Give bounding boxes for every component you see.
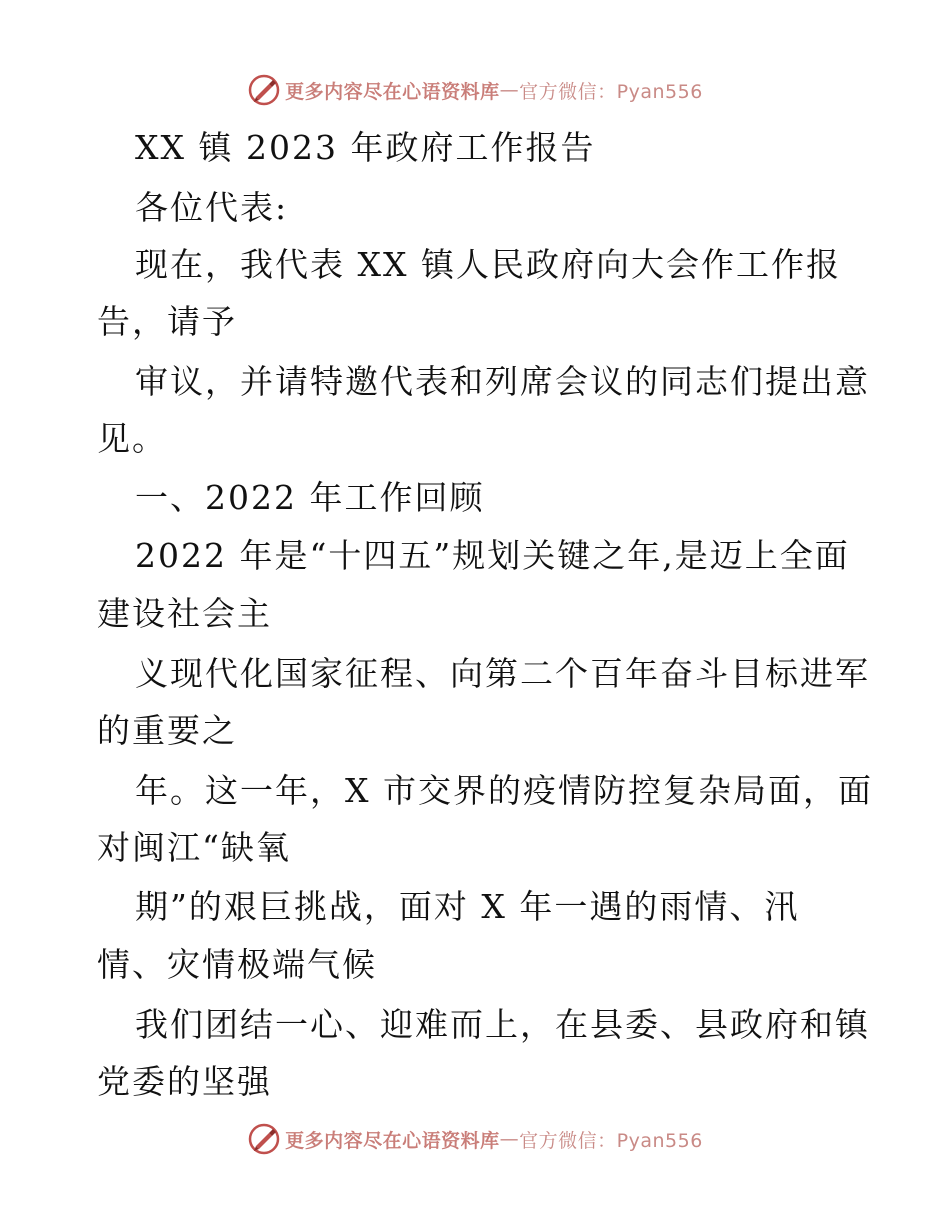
section-heading: 一、2022 年工作回顾 xyxy=(135,478,485,517)
text-line: 审议，并请特邀代表和列席会议的同志们提出意 xyxy=(135,362,870,401)
header-watermark xyxy=(0,70,950,110)
watermark-brand: 更多内容尽在心语资料库 xyxy=(285,80,500,103)
watermark-brand: 更多内容尽在心语资料库 xyxy=(285,1129,500,1152)
pen-logo-icon xyxy=(247,1122,281,1156)
text-line: 义现代化国家征程、向第二个百年奋斗目标进军 xyxy=(135,654,870,693)
text-line: 党委的坚强 xyxy=(97,1062,272,1101)
text-line: 对闽江“缺氧 xyxy=(97,828,291,867)
text-line: 见。 xyxy=(97,419,167,458)
footer-watermark xyxy=(0,1119,950,1159)
text-line: 2022 年是“十四五”规划关键之年,是迈上全面 xyxy=(135,536,850,575)
text-line: 告，请予 xyxy=(97,302,237,341)
text-line: 期”的艰巨挑战，面对 X 年一遇的雨情、汛 xyxy=(135,887,800,926)
watermark-separator: — xyxy=(499,79,520,101)
text-line: 建设社会主 xyxy=(97,594,272,633)
watermark-contact: 官方微信：Pyan556 xyxy=(519,80,703,103)
text-line: 年。这一年，X 市交界的疫情防控复杂局面，面 xyxy=(135,771,873,810)
pen-logo-icon xyxy=(247,73,281,107)
text-line: 现在，我代表 XX 镇人民政府向大会作工作报 xyxy=(135,245,841,284)
watermark-separator: — xyxy=(499,1128,520,1150)
watermark-contact: 官方微信：Pyan556 xyxy=(519,1129,703,1152)
document-title: XX 镇 2023 年政府工作报告 xyxy=(135,128,596,167)
salutation: 各位代表: xyxy=(135,188,289,227)
text-line: 情、灾情极端气候 xyxy=(97,945,377,984)
text-line: 的重要之 xyxy=(97,711,237,750)
text-line: 我们团结一心、迎难而上，在县委、县政府和镇 xyxy=(135,1005,870,1044)
